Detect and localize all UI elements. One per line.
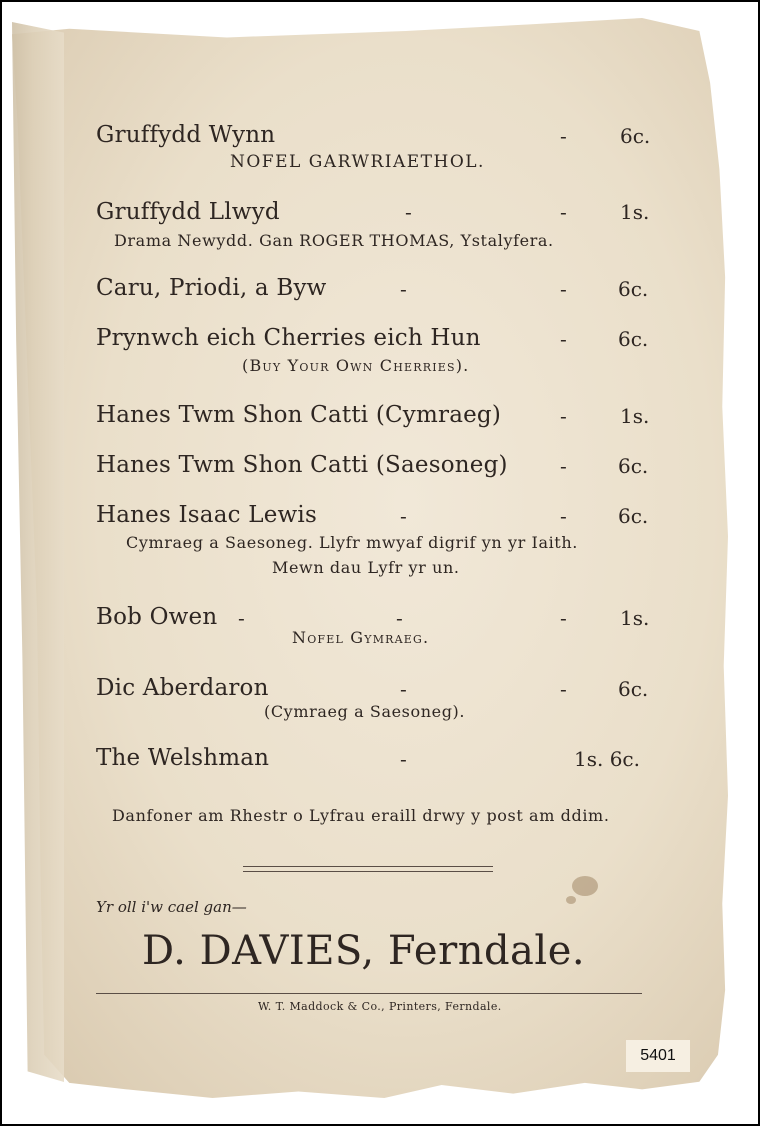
leader-dash: - bbox=[396, 606, 403, 630]
book-title: Hanes Twm Shon Catti (Cymraeg) bbox=[96, 402, 502, 428]
book-note: Drama Newydd. Gan ROGER THOMAS, Ystalyfera. bbox=[114, 231, 554, 250]
printer-credit: W. T. Maddock & Co., Printers, Ferndale. bbox=[258, 1000, 502, 1013]
leader-dash: - bbox=[400, 677, 407, 701]
book-note: NOFEL GARWRIAETHOL. bbox=[230, 152, 485, 172]
leader-dash: - bbox=[238, 606, 245, 630]
leader-dash: - bbox=[560, 454, 567, 478]
ink-stain bbox=[566, 896, 576, 904]
book-price: 6c. bbox=[618, 677, 649, 701]
leader-dash: - bbox=[560, 404, 567, 428]
leader-dash: - bbox=[560, 200, 567, 224]
book-title: Bob Owen bbox=[96, 604, 218, 630]
book-price: 1s. bbox=[620, 200, 650, 224]
book-price: 6c. bbox=[618, 277, 649, 301]
availability-line: Yr oll i'w cael gan— bbox=[96, 898, 247, 916]
leader-dash: - bbox=[560, 327, 567, 351]
book-title: Dic Aberdaron bbox=[96, 675, 269, 701]
book-price: 6c. bbox=[620, 124, 651, 148]
book-title: Gruffydd Wynn bbox=[96, 122, 276, 148]
book-price: 1s. bbox=[620, 404, 650, 428]
leader-dash: - bbox=[405, 200, 412, 224]
leader-dash: - bbox=[400, 504, 407, 528]
book-price: 6c. bbox=[618, 454, 649, 478]
book-title: Prynwch eich Cherries eich Hun bbox=[96, 325, 481, 351]
leader-dash: - bbox=[400, 747, 407, 771]
leader-dash: - bbox=[560, 677, 567, 701]
catalog-notice: Danfoner am Rhestr o Lyfrau eraill drwy y post am ddim. bbox=[112, 806, 610, 825]
leader-dash: - bbox=[560, 504, 567, 528]
book-note-continued: Mewn dau Lyfr yr un. bbox=[272, 558, 460, 577]
double-rule-divider bbox=[243, 866, 493, 872]
book-title: Gruffydd Llwyd bbox=[96, 199, 280, 225]
publisher-name: D. DAVIES, Ferndale. bbox=[142, 928, 586, 974]
footer-rule bbox=[96, 993, 642, 994]
catalog-number-label: 5401 bbox=[626, 1040, 690, 1072]
book-note: (Buy Your Own Cherries). bbox=[242, 356, 470, 375]
book-title: The Welshman bbox=[96, 745, 270, 771]
book-note: (Cymraeg a Saesoneg). bbox=[264, 702, 466, 721]
book-price: 1s. 6c. bbox=[574, 747, 640, 771]
ink-stain bbox=[572, 876, 598, 896]
book-price: 6c. bbox=[618, 327, 649, 351]
book-price: 1s. bbox=[620, 606, 650, 630]
book-note: Cymraeg a Saesoneg. Llyfr mwyaf digrif yn yr Iaith. bbox=[126, 533, 578, 552]
book-title: Hanes Isaac Lewis bbox=[96, 502, 317, 528]
book-note: Nofel Gymraeg. bbox=[292, 628, 430, 647]
book-title: Caru, Priodi, a Byw bbox=[96, 275, 327, 301]
leader-dash: - bbox=[560, 606, 567, 630]
leader-dash: - bbox=[560, 124, 567, 148]
leader-dash: - bbox=[560, 277, 567, 301]
book-title: Hanes Twm Shon Catti (Saesoneg) bbox=[96, 452, 508, 478]
leader-dash: - bbox=[400, 277, 407, 301]
book-price: 6c. bbox=[618, 504, 649, 528]
